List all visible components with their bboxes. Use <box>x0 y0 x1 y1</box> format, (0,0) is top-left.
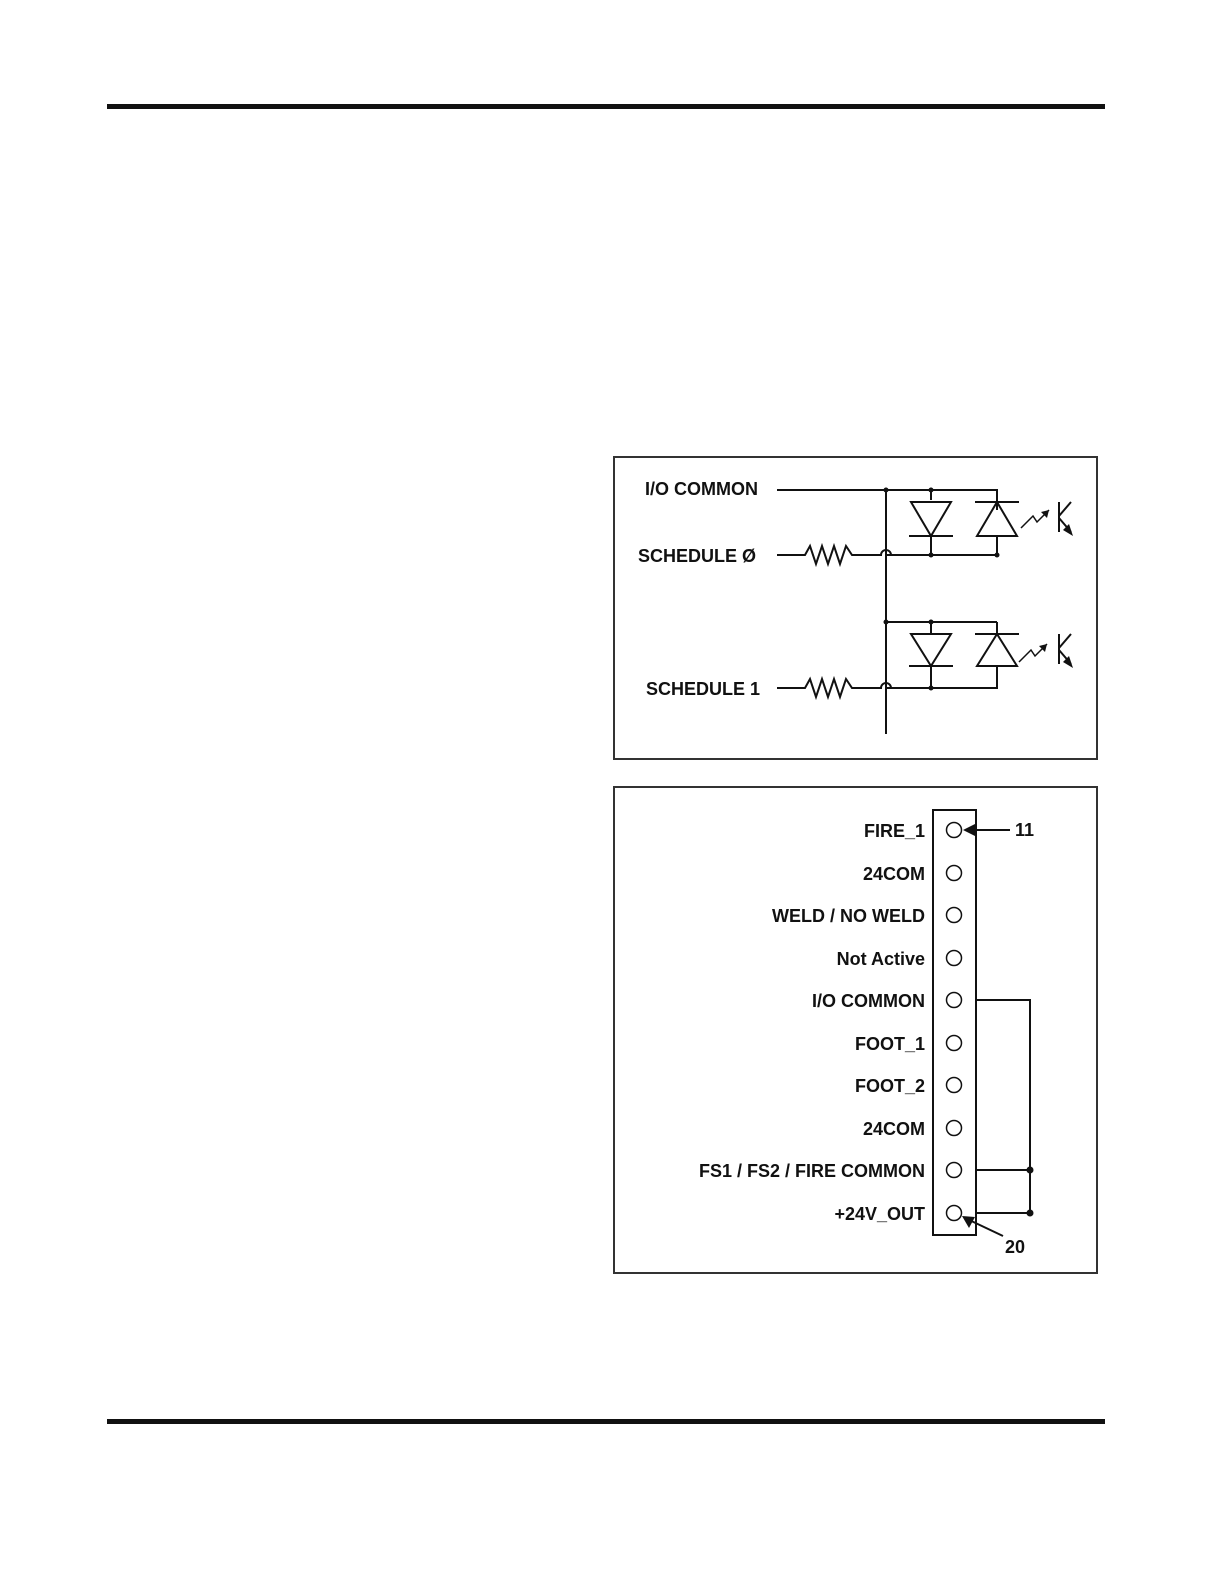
footer-rule <box>107 1419 1105 1424</box>
jumper-24v-out-wire <box>976 1170 1030 1213</box>
terminal-block-diagram <box>613 786 1098 1274</box>
pin-number-11: 11 <box>1015 820 1035 840</box>
pin-label: FOOT_2 <box>854 1076 925 1096</box>
terminal-pin-circle <box>947 993 962 1008</box>
pin-11-arrowhead <box>963 824 975 836</box>
jumper-junction-dot <box>1027 1210 1034 1217</box>
optocoupler-lower <box>886 622 1073 691</box>
terminal-pin-circle <box>947 1206 962 1221</box>
terminal-pin-circle <box>947 1121 962 1136</box>
io-common-label: I/O COMMON <box>645 479 758 499</box>
pin-label: 24COM <box>862 864 925 884</box>
input-circuit-svg <box>615 458 1096 758</box>
schedule-0-label: SCHEDULE Ø <box>638 546 757 566</box>
pin-label: FIRE_1 <box>863 821 925 841</box>
pin-label: +24V_OUT <box>834 1204 925 1224</box>
terminal-pin-circle <box>947 908 962 923</box>
jumper-io-common-wire <box>976 1000 1030 1170</box>
terminal-block-svg <box>615 788 1096 1272</box>
header-rule <box>107 104 1105 109</box>
pin-label: Not Active <box>836 949 925 969</box>
schedule-1-input <box>777 679 931 697</box>
optocoupler-upper <box>886 490 1073 558</box>
pin-number-20: 20 <box>1005 1237 1026 1257</box>
terminal-pin-circle <box>947 951 962 966</box>
pin-label: I/O COMMON <box>812 991 925 1011</box>
terminal-pin-circle <box>947 1036 962 1051</box>
terminal-pin-circle <box>947 866 962 881</box>
jumper-junction-dot <box>1027 1167 1034 1174</box>
pin-label: FS1 / FS2 / FIRE COMMON <box>698 1161 925 1181</box>
protection-diode-symbol <box>911 502 951 536</box>
terminal-strip <box>933 810 976 1235</box>
pin-label: WELD / NO WELD <box>772 906 925 926</box>
schedule-0-input <box>777 546 931 564</box>
terminal-pin-circle <box>947 823 962 838</box>
schedule-1-label: SCHEDULE 1 <box>646 679 761 699</box>
terminal-pin-circle <box>947 1163 962 1178</box>
terminal-pin-circle <box>947 1078 962 1093</box>
input-circuit-diagram <box>613 456 1098 760</box>
pin-label: FOOT_1 <box>854 1034 925 1054</box>
pin-label: 24COM <box>862 1119 925 1139</box>
